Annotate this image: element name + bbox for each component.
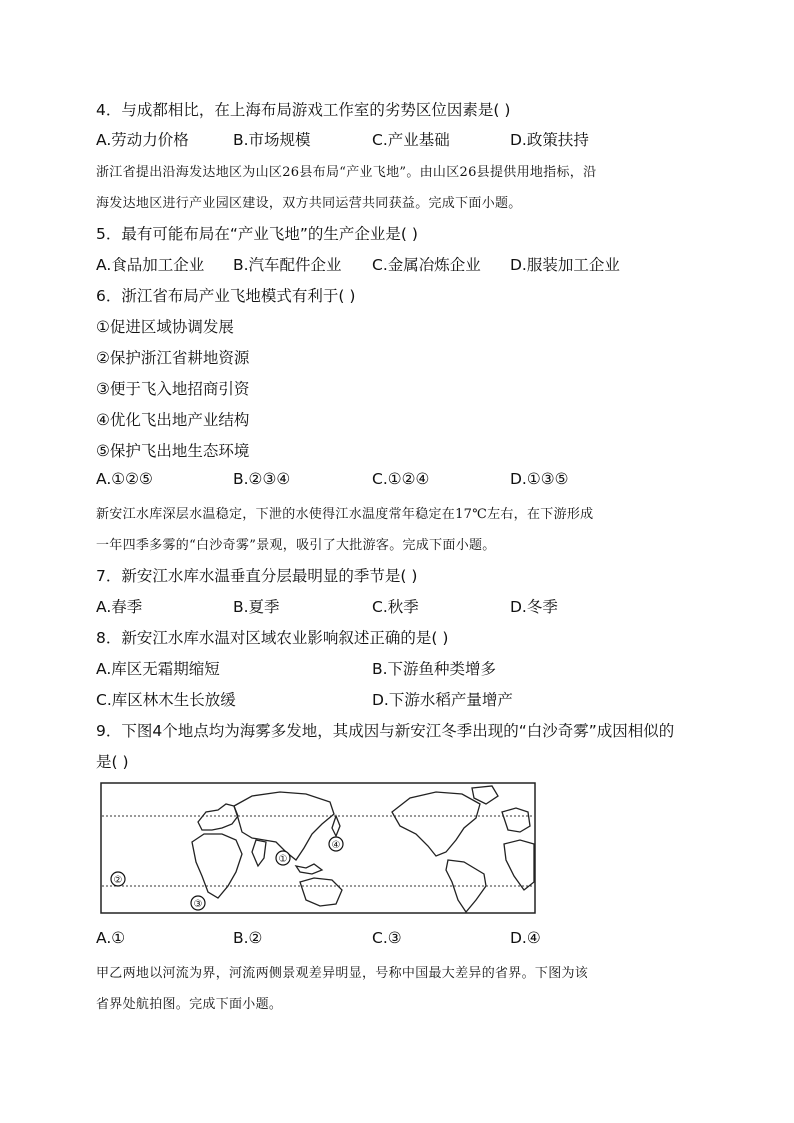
q7-option-d: D.冬季 <box>510 598 558 616</box>
q9-option-b: B.② <box>233 929 263 947</box>
q4-option-d: D.政策扶持 <box>510 131 589 149</box>
marker-2: ② <box>113 875 123 886</box>
q4-option-a: A.劳动力价格 <box>96 131 189 149</box>
passage3-line2: 省界处航拍图。完成下面小题。 <box>96 997 283 1012</box>
q9-option-a: A.① <box>96 929 126 947</box>
q5-stem: 5．最有可能布局在“产业飞地”的生产企业是( ) <box>96 225 418 243</box>
q8-stem: 8．新安江水库水温对区域农业影响叙述正确的是( ) <box>96 629 449 647</box>
q4-option-c: C.产业基础 <box>372 131 450 149</box>
q7-option-c: C.秋季 <box>372 598 419 616</box>
q4-option-b: B.市场规模 <box>233 131 311 149</box>
world-map-figure <box>100 782 536 914</box>
marker-4: ④ <box>331 840 341 851</box>
map-frame <box>101 783 535 913</box>
q7-stem: 7．新安江水库水温垂直分层最明显的季节是( ) <box>96 567 418 585</box>
q8-option-d: D.下游水稻产量增产 <box>372 691 513 709</box>
q6-option-c: C.①②④ <box>372 470 430 488</box>
q5-option-a: A.食品加工企业 <box>96 256 205 274</box>
q9-option-c: C.③ <box>372 929 402 947</box>
q6-item-5: ⑤保护飞出地生态环境 <box>96 442 250 460</box>
q6-item-4: ④优化飞出地产业结构 <box>96 411 250 429</box>
passage1-line2: 海发达地区进行产业园区建设，双方共同运营共同获益。完成下面小题。 <box>96 196 522 211</box>
marker-3: ③ <box>193 899 203 910</box>
q8-option-a: A.库区无霜期缩短 <box>96 660 220 678</box>
q5-option-b: B.汽车配件企业 <box>233 256 342 274</box>
q6-option-a: A.①②⑤ <box>96 470 153 488</box>
q4-stem: 4．与成都相比，在上海布局游戏工作室的劣势区位因素是( ) <box>96 101 511 119</box>
q9-option-d: D.④ <box>510 929 541 947</box>
q8-option-c: C.库区林木生长放缓 <box>96 691 236 709</box>
q6-item-2: ②保护浙江省耕地资源 <box>96 349 250 367</box>
q6-stem: 6．浙江省布局产业飞地模式有利于( ) <box>96 287 356 305</box>
q7-option-a: A.春季 <box>96 598 143 616</box>
q6-item-3: ③便于飞入地招商引资 <box>96 380 250 398</box>
q8-option-b: B.下游鱼种类增多 <box>372 660 497 678</box>
q6-item-1: ①促进区域协调发展 <box>96 318 234 336</box>
q9-stem-line1: 9．下图4个地点均为海雾多发地，其成因与新安江冬季出现的“白沙奇雾”成因相似的 <box>96 722 675 740</box>
q7-option-b: B.夏季 <box>233 598 280 616</box>
q6-option-d: D.①③⑤ <box>510 470 569 488</box>
q5-option-d: D.服装加工企业 <box>510 256 620 274</box>
passage3-line1: 甲乙两地以河流为界，河流两侧景观差异明显，号称中国最大差异的省界。下图为该 <box>96 966 589 981</box>
marker-1: ① <box>278 854 288 865</box>
passage1-line1: 浙江省提出沿海发达地区为山区26县布局“产业飞地”。由山区26县提供用地指标，沿 <box>96 165 597 180</box>
passage2-line1: 新安江水库深层水温稳定，下泄的水使得江水温度常年稳定在17℃左右，在下游形成 <box>96 507 594 522</box>
passage2-line2: 一年四季多雾的“白沙奇雾”景观，吸引了大批游客。完成下面小题。 <box>96 538 496 553</box>
q9-stem-line2: 是( ) <box>96 753 129 771</box>
q5-option-c: C.金属冶炼企业 <box>372 256 481 274</box>
q6-option-b: B.②③④ <box>233 470 291 488</box>
